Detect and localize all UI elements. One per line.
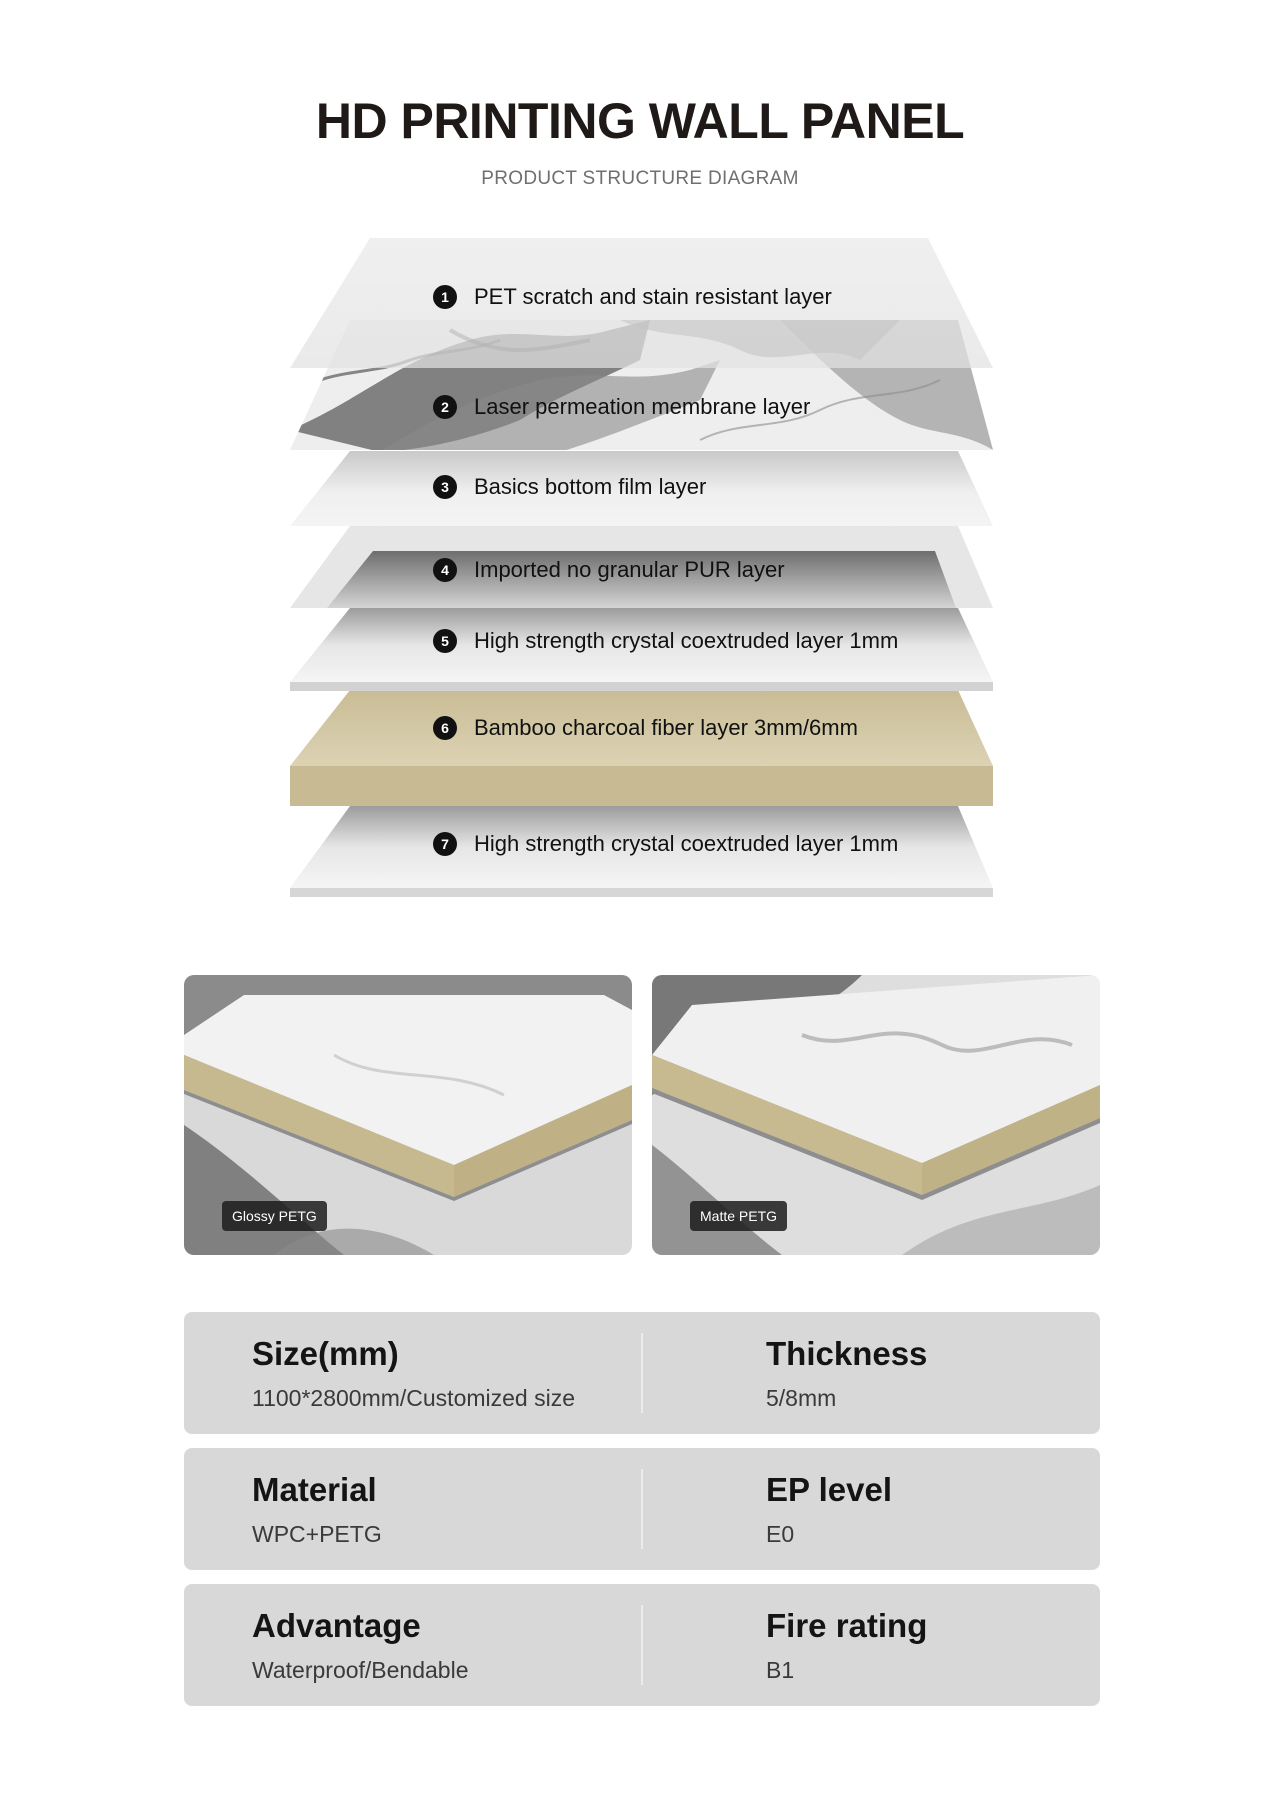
glossy-sample-tag: Glossy PETG (222, 1201, 327, 1231)
layer-3-text: Basics bottom film layer (474, 474, 707, 499)
glossy-sample-photo (184, 975, 632, 1255)
layer-7-label (433, 831, 898, 856)
spec-row-size (184, 1312, 1100, 1434)
layer-6-core (290, 690, 993, 806)
spec-row-material (184, 1448, 1100, 1570)
badge-1-number: 1 (441, 289, 449, 305)
layer-7-text: High strength crystal coextruded layer 1mm (474, 831, 899, 856)
layer-6-text: Bamboo charcoal fiber layer 3mm/6mm (474, 715, 858, 740)
spec-value: B1 (766, 1657, 795, 1683)
layer-1-label (433, 284, 832, 309)
matte-sample-photo (652, 975, 1100, 1255)
layer-3-label (433, 474, 706, 499)
page-title: HD PRINTING WALL PANEL (315, 93, 965, 149)
spec-label: Advantage (252, 1607, 421, 1644)
spec-ep-level (766, 1470, 892, 1548)
spec-label: Size(mm) (252, 1335, 399, 1372)
badge-5-number: 5 (441, 633, 449, 649)
spec-label: Material (252, 1471, 377, 1508)
badge-6-number: 6 (441, 720, 449, 736)
layer-2-label (433, 394, 810, 419)
spec-value: WPC+PETG (252, 1521, 382, 1547)
spec-fire-rating (766, 1606, 927, 1684)
spec-divider (641, 1333, 643, 1413)
spec-value: Waterproof/Bendable (252, 1657, 469, 1683)
spec-size (252, 1334, 575, 1412)
layer-5-label (433, 628, 898, 653)
badge-2-number: 2 (441, 399, 449, 415)
layer-2-text: Laser permeation membrane layer (474, 394, 811, 419)
spec-divider (641, 1605, 643, 1685)
badge-4-number: 4 (441, 562, 449, 578)
spec-label: EP level (766, 1471, 892, 1508)
spec-row-advantage (184, 1584, 1100, 1706)
matte-sample-tag: Matte PETG (690, 1201, 787, 1231)
layer-5-text: High strength crystal coextruded layer 1mm (474, 628, 899, 653)
spec-label: Fire rating (766, 1607, 928, 1644)
spec-label: Thickness (766, 1335, 928, 1372)
spec-value: 1100*2800mm/Customized size (252, 1385, 576, 1411)
page-subtitle: PRODUCT STRUCTURE DIAGRAM (481, 168, 799, 189)
layer-4-label (433, 557, 785, 582)
spec-material (252, 1470, 382, 1548)
spec-value: E0 (766, 1521, 795, 1547)
badge-7-number: 7 (441, 836, 449, 852)
layer-4-text: Imported no granular PUR layer (474, 557, 785, 582)
badge-3-number: 3 (441, 479, 449, 495)
layer-1-text: PET scratch and stain resistant layer (474, 284, 832, 309)
spec-divider (641, 1469, 643, 1549)
spec-advantage (252, 1606, 469, 1684)
layer-6-label (433, 715, 858, 740)
spec-thickness (766, 1334, 927, 1412)
spec-value: 5/8mm (766, 1385, 837, 1411)
